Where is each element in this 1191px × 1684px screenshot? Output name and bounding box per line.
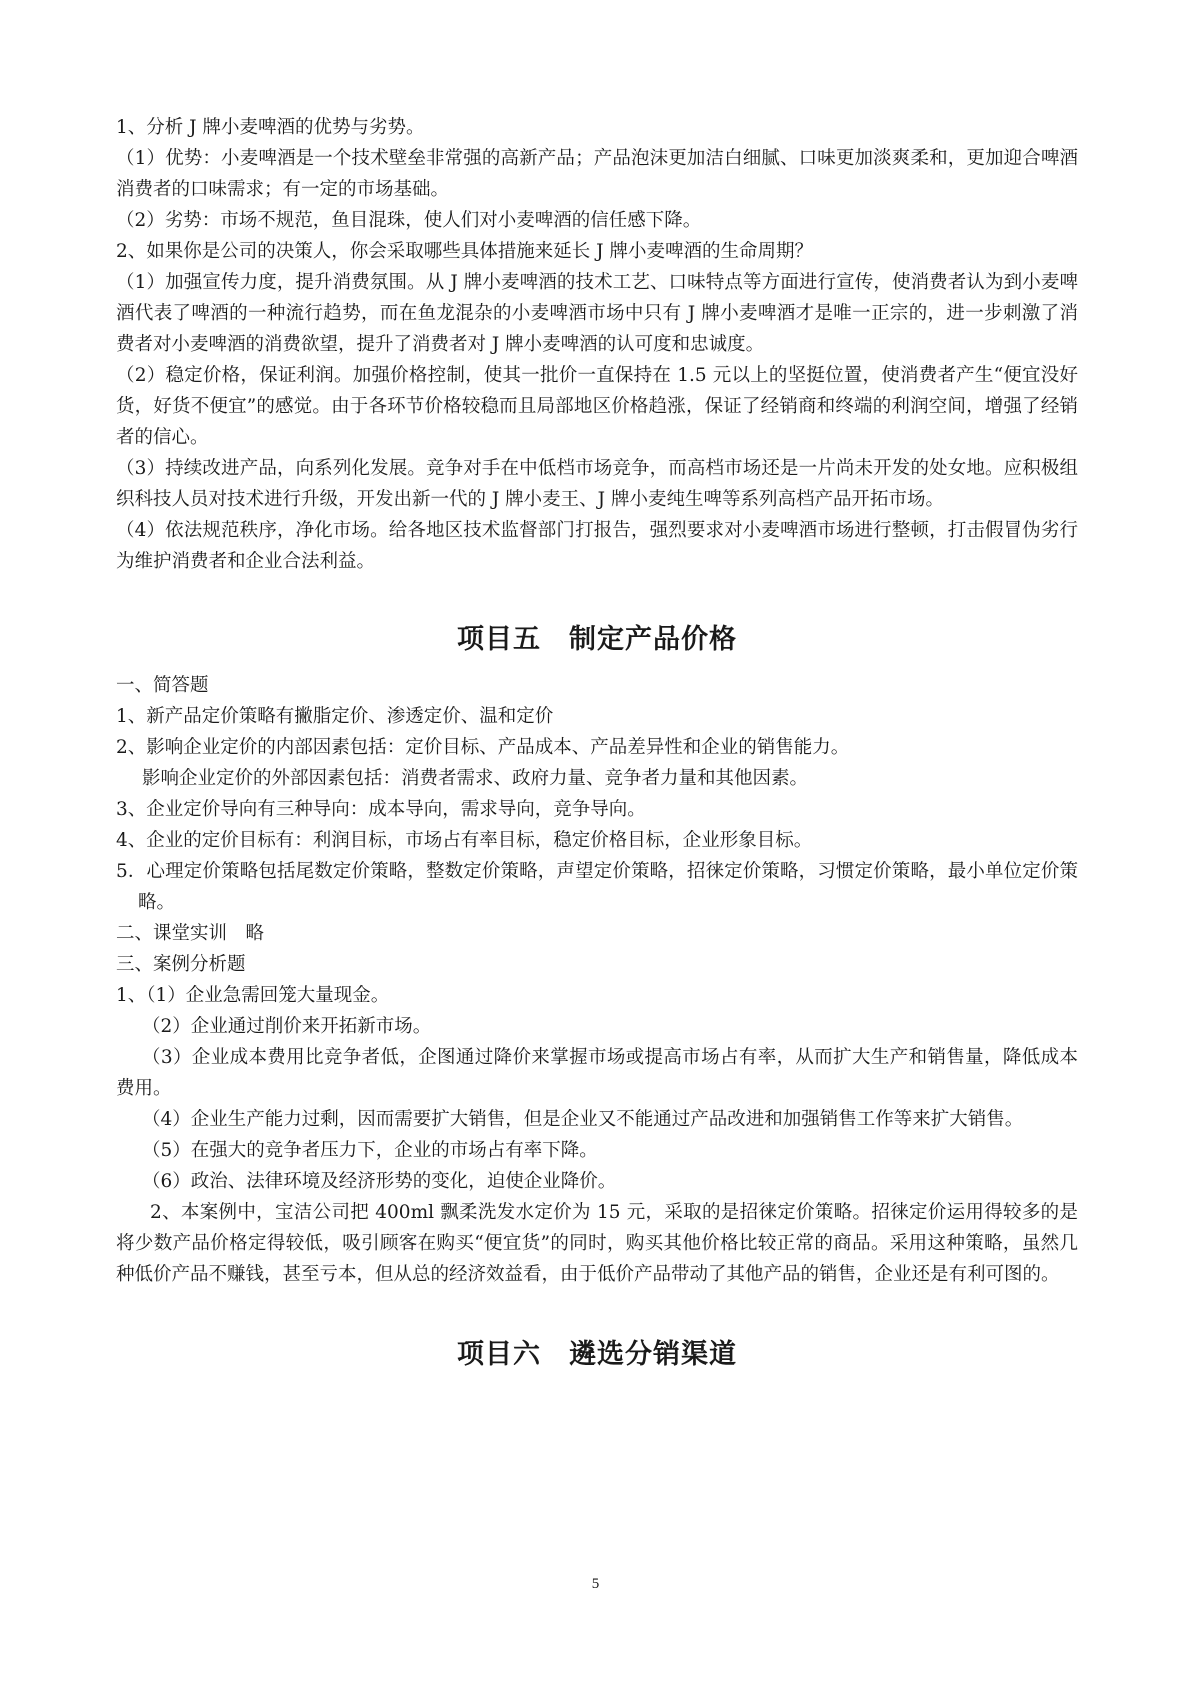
- heading-short-answer: 一、简答题: [116, 675, 209, 696]
- short-answer-1: 1、新产品定价策略有撇脂定价、渗透定价、温和定价: [116, 706, 554, 727]
- case-1-item-4: （4）企业生产能力过剩，因而需要扩大销售，但是企业又不能通过产品改进和加强销售工作等来扩大销售。: [142, 1109, 1024, 1130]
- question-1: 1、分析 J 牌小麦啤酒的优势与劣势。: [116, 117, 425, 138]
- case-1-item-6: （6）政治、法律环境及经济形势的变化，迫使企业降价。: [142, 1171, 617, 1192]
- answer-2-item-3: （3）持续改进产品，向系列化发展。竞争对手在中低档市场竞争，而高档市场还是一片尚未开发的处女地。应积极组织科技人员对技术进行升级，开发出新一代的 J 牌小麦王、J 牌小麦纯生啤等系列高档产品开拓市场。: [116, 458, 1078, 510]
- section-6-title: 项目六 遴选分销渠道: [457, 1339, 737, 1370]
- answer-2-item-1: （1）加强宣传力度，提升消费氛围。从 J 牌小麦啤酒的技术工艺、口味特点等方面进行宣传，使消费者认为到小麦啤酒代表了啤酒的一种流行趋势，而在鱼龙混杂的小麦啤酒市场中只有 J 牌小麦啤酒才是唯一正宗的，进一步刺激了消费者对小麦啤酒的消费欲望，提升了消费者对 J 牌小麦啤酒的认可度和忠诚度。: [116, 272, 1078, 355]
- heading-case-analysis: 三、案例分析题: [116, 954, 246, 975]
- short-answer-3: 3、企业定价导向有三种导向：成本导向，需求导向，竞争导向。: [116, 799, 646, 820]
- short-answer-5: 5．心理定价策略包括尾数定价策略，整数定价策略，声望定价策略，招徕定价策略，习惯定价策略，最小单位定价策略。: [116, 861, 1078, 913]
- case-1-item-2: （2）企业通过削价来开拓新市场。: [142, 1016, 432, 1037]
- case-1-item-5: （5）在强大的竞争者压力下，企业的市场占有率下降。: [142, 1140, 598, 1161]
- case-1-item-3: （3）企业成本费用比竞争者低，企图通过降价来掌握市场或提高市场占有率，从而扩大生产和销售量，降低成本费用。: [116, 1047, 1078, 1099]
- answer-2-item-4: （4）依法规范秩序，净化市场。给各地区技术监督部门打报告，强烈要求对小麦啤酒市场进行整顿，打击假冒伪劣行为维护消费者和企业合法利益。: [116, 520, 1078, 572]
- answer-1-strengths: （1）优势：小麦啤酒是一个技术壁垒非常强的高新产品；产品泡沫更加洁白细腻、口味更加淡爽柔和，更加迎合啤酒消费者的口味需求；有一定的市场基础。: [116, 148, 1078, 200]
- answer-2-item-2: （2）稳定价格，保证利润。加强价格控制，使其一批价一直保持在 1.5 元以上的坚挺位置，使消费者产生“便宜没好货，好货不便宜”的感觉。由于各环节价格较稳而且局部地区价格趋涨，保证了经销商和终端的利润空间，增强了经销者的信心。: [116, 365, 1078, 448]
- page-number: 5: [591, 1576, 600, 1592]
- short-answer-2: 2、影响企业定价的内部因素包括：定价目标、产品成本、产品差异性和企业的销售能力。: [116, 737, 850, 758]
- short-answer-2-external: 影响企业定价的外部因素包括：消费者需求、政府力量、竞争者力量和其他因素。: [142, 768, 809, 789]
- document-page: [116, 112, 1078, 1371]
- answer-1-weaknesses: （2）劣势：市场不规范，鱼目混珠，使人们对小麦啤酒的信任感下降。: [116, 210, 702, 231]
- case-2-answer: 2、本案例中，宝洁公司把 400ml 飘柔洗发水定价为 15 元，采取的是招徕定价策略。招徕定价运用得较多的是将少数产品价格定得较低，吸引顾客在购买“便宜货”的同时，购买其他价格比较正常的商品。采用这种策略，虽然几种低价产品不赚钱，甚至亏本，但从总的经济效益看，由于低价产品带动了其他产品的销售，企业还是有利可图的。: [116, 1202, 1078, 1285]
- case-1-item-1: 1、（1）企业急需回笼大量现金。: [116, 985, 390, 1006]
- section-5-title: 项目五 制定产品价格: [457, 624, 737, 655]
- short-answer-4: 4、企业的定价目标有：利润目标，市场占有率目标，稳定价格目标，企业形象目标。: [116, 830, 813, 851]
- heading-classroom-training: 二、课堂实训 略: [116, 923, 265, 944]
- question-2: 2、如果你是公司的决策人，你会采取哪些具体措施来延长 J 牌小麦啤酒的生命周期？: [116, 241, 813, 262]
